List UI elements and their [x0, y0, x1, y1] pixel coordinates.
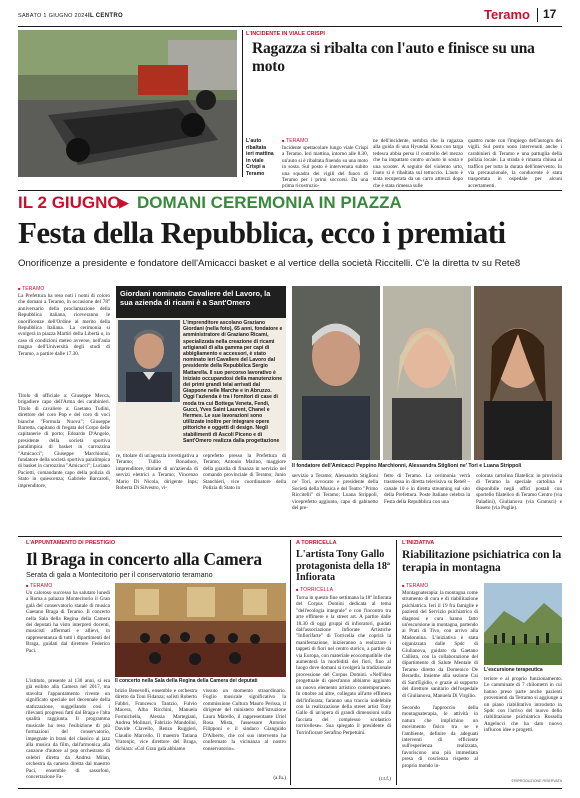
awardees-photo — [292, 286, 562, 460]
torricella-signature: (r.t.f.) — [379, 776, 391, 782]
torricella-col1: Torna in questo fine settimana la 18ª Infiorata del Corpus Domini dedicata al tema "dell'ecologia integrale" e con l'incontro tra arte effimere e la street art. A partire dalle 18.30 di oggi gruppi di infioratori, guidati dall'associazione Infiorate Artistiche "Infiorifarte" di Torricella che coprirà la manifestazione, inizieranno a realizzare i tappeti di fiori nel centro storico, a partire da via Europa, con materiale ecocompatibile che aumenterà la morbidità dei fiori, fino al luogo dove domani si svolgerà la tradizionale processione del Corpus Domini. «Nell'idea progettuale di quest'anno abbiamo aggiunto un nuovo elemento artistico contemporaneo. In ottobre ad altre, collegato all'arte effimera dell'infiorata, faranno una traccia indelebile con la realizzazione della street artist Tony Gallo di un'opera di grandi dimensioni sulla facciata del complesso scolastico torricellese». Sua spiegato il presidente di Torrinfiorare Serafino Perpetuini. — [296, 595, 391, 736]
copyright-notice: ©RIPRODUZIONE RISERVATA — [511, 779, 562, 783]
top-story-vrule — [242, 30, 243, 177]
awardees-caption: Il fondatore dell'Amicacci Peppino Marchionni, Alessandra Stiglioni ne' Tori e Luana Strippoli — [292, 463, 522, 469]
main-kicker-date: IL 2 GIUGNO — [18, 193, 121, 212]
braga-vrule — [290, 540, 291, 785]
top-story-col3: quattro ruote con l'impiego dell'autogru dei vigili. Sul posto sono intervenuti anche i carabinieri di Teramo e una pattuglia della polizia locale. La strada è rimasta chiusa al traffico per tutta la durata dell'intervento. In via precauzionale, la conducente è stata trasportata in ospedale per alcuni accertamenti. — [468, 138, 562, 189]
main-col3: ceprefetto presso la Prefettura di Teramo; Antonio Marino, maggiore della guardia di finanza in servizio nel comando provinciale di Teramo; Junio Stanchieri, vice coordinatore della Polizia di Stato in — [203, 453, 286, 492]
header-rule — [18, 26, 562, 27]
top-story-col2: ne dell'incidente, sembra che la ragazza alla guida di una Hyundai Kona con targa tedesca abbia perso il controllo del mezzo che ha impattato contro un'auto in sosta e una scooter. A seguito del violento urto, l'auto si è ribaltata sul tettuccio. L'auto è stata recuperata da un carro attrezzi dopo che è stata rimessa sulle — [373, 138, 463, 189]
iniziativa-photo — [484, 583, 562, 665]
main-kicker-band — [18, 193, 562, 213]
top-story-caption — [246, 138, 274, 178]
header-divider — [537, 8, 538, 22]
header-date: SABATO 1 GIUGNO 2024 — [18, 13, 88, 19]
main-col4: servizio a Teramo; Alessandra Stiglioni ne' Tori, avvocato e presidente della Società della Musica e del Teatro "Primo Riccitelli" di Teramo; Luana Strippoli, viceprefetto aggiunto, capo di gabinetto del pre- — [292, 473, 378, 512]
giordani-portrait — [118, 320, 180, 402]
header-page-number: 17 — [543, 7, 557, 21]
main-subhead: Onorificenze a presidente e fondatore dell'Amicacci basket e al vertice della società Riccitelli. C'è la diretta tv su Rete8 — [18, 258, 521, 269]
header-section: Teramo — [484, 7, 530, 22]
iniziativa-col1: Montagnaterapia: la montagna come strumento di cura e di riabilitazione psichiatrica. Ieri il 19 fra famiglie e pazienti del Servizio psichiatrico di diagnosi e cura hanno fatto un'escursione in montagna, partendo ai Prati di Tivo, con arrivo alla Madonnina. L'iniziativa è stata organizzata dalle Spdc di Giulianova, guidato da Gaetano Callista, con la collaborazione del dipartimento di Salute Mentale di Teramo diretto da Domenico De Berardis. Insieme alla sezione Cai di Sant'Egidio, e grazie al supporto del direttore sanitario dell'ospedale di Giulianova, Manuela Di Virgilio. — [402, 590, 478, 699]
braga-photo-caption: Il concerto nella Sala della Regina della Camera dei deputati — [115, 678, 258, 684]
main-col5: fetto di Teramo. La cerimonia verrà trasmessa in diretta televisiva su Rete8 – canale 10 e in diretta streaming sul sito della Prefettura. Poste Italiane celebra la Festa della Repubblica con una — [384, 473, 470, 505]
iniziativa-col2: teriore e al proprio funzionamento. Le camminate di 7 chilometri in cui hanno preso parte anche pazienti provenienti da Terramo si aggiunge a un piano riabilitativo introdotto in Spdc con l'arrivo del nuovo dello riabilitazione psichiatrica Rossella Angelucci che ha dato nuovo influcon idee e progetti. — [484, 676, 562, 734]
giordani-box-text: L'imprenditore ascolano Graziano Giordani (nella foto), 65 anni, fondatore e amministratore di Graziano Ricami, specializzata nella creazione di ricami artigianali di alta gamma per capi di abbigliamento e accessori, è stato nominato ieri Cavaliere del Lavoro dal presidente della Repubblica Sergio Mattarella. Il suo percorso lavorativo è iniziato occupandosi della manutenzione dei primi grandi telai arrivati dal Giappone nelle Marche e in Abruzzo. Oggi l'azienda è tra i fornitori di case di moda tra cui Bottega Veneta, Fendi, Gucci, Yves Saint Laurent, Chanel e Hermes. Le sue lavorazioni sono utilizzate inoltre per integrare opere pittoriche e oggetti di design. Negli stabilimenti di Ascoli Piceno e di Sant'Omero realizza dalla progettazione — [183, 320, 283, 443]
braga-tag: ■ TERAMO — [26, 583, 53, 589]
main-col1b: Titolo di ufficiale a: Giuseppe Mecca, brigadiere capo dell'Arma dei carabinieri. Titolo di cavaliere a: Gaetano Tudini, direttore del coro Pop e del coro di voci bianche "Formula Nuova"; Giuseppe Barretta, capitano di fregata del Corpo delle capitanerie di porto; Edoardo D'Angelo, presidente della società sportiva paralimpica di basket in carrozzina "Amicacci"; Giuseppe Marchionni, fondatore della società sportiva paralimpica di basket in carrozzina "Amicacci"; Luciano Paciotti, comandante capo della polizia di Stato in quiescenza; Gabriele Barcaroli, imprenditore, — [18, 393, 110, 489]
main-kicker-rest: DOMANI CEREMONIA IN PIAZZA — [137, 193, 402, 212]
braga-subhead: Serata di gala a Montecitorio per il conservatorio teramano — [26, 570, 213, 579]
braga-kicker: L'APPUNTAMENTO DI PRESTIGIO — [26, 540, 116, 546]
concert-hall-photo — [115, 583, 286, 677]
awardees-photos — [292, 286, 562, 460]
torricella-tag: ■ TORRICELLA — [296, 587, 333, 593]
header-paper: IL CENTRO — [88, 12, 123, 19]
overturned-car-photo — [18, 30, 237, 177]
top-story-photo — [18, 30, 237, 177]
torricella-kicker: A TORRICELLA — [296, 540, 337, 546]
photo-caption: L'auto ribaltata ieri mattina in viale Crispi a Teramo — [246, 138, 274, 177]
kicker-text: L'INCIDENTE IN VIALE CRISPI — [246, 31, 325, 37]
braga-signature: (a.fu.) — [273, 775, 286, 781]
kicker-separator-icon: ▶ — [119, 195, 129, 210]
iniziativa-headline: Riabilitazione psichiatrica con la terapia in montagna — [402, 549, 562, 574]
main-col1: La Prefettura ha reso noti i nomi di coloro che domani a Teramo, in occasione del 78° anniversario della proclamazione della Repubblica italiana, riceveranno le onorificenze dell'Ordine al merito della Repubblica Italiana. La cerimonia si svolgerà in piazza Martiri della Libertà o, in caso di condizioni meteo avverse, nell'aula magna dell'Università degli studi di Teramo, a partire dalle 17.30. — [18, 293, 110, 357]
braga-col3: vissuto un momento straordinario. Foglio musicale significativo la commissione Cultura Mauro Perissa, il dirigente del ministero dell'istruzione Laura Marello, il rappresentante Uriel Rosa Mista, l'assessore Antonio Filipponi e il sindaco Gianguido D'Alberto, che col suo intervento ha confermato la vicinanza al nostro conservatorio». — [203, 688, 286, 752]
top-story-bottom-rule — [18, 190, 562, 191]
iniziativa-kicker: L'INIZIATIVA — [402, 540, 435, 546]
torricella-headline: L'artista Tony Gallo protagonista della 18ª Infiorata — [296, 549, 390, 584]
giordani-photo — [118, 320, 180, 402]
main-bottom-rule — [18, 536, 562, 537]
braga-col2: brizio Benevelli, ensemble e orchestra diretto da Toni Fidanza; solisti Roberto Fabbri, Francesco Tantzio, Fulvio Macera, Alba Ricchini, Manuela Formichella, Alessia Martegiani, Andrea Molinari, Fabrizio Mandolini, Davide Clavello, Renzo Ruggieri, Claudio Marcello. Il maestro Tatiana Vratonjic, vice direttore del Braga, dichiara: «Col Gran galà abbiamo — [115, 688, 197, 752]
giordani-box-header — [116, 286, 286, 318]
top-story-headline: Ragazza si ribalta con l'auto e finisce su una moto — [252, 40, 535, 75]
giordani-box-title: Giordani nominato Cavaliere del Lavoro, la sua azienda di ricami è a Sant'Omero — [120, 289, 271, 307]
top-story-tag: ■ TERAMO — [282, 138, 309, 144]
braga-photo — [115, 583, 286, 677]
main-col6: colorata cartolina filatelica: in provincia di Teramo la speciale cartolina è disponibile negli uffici postali con sportello filatelico di Teramo Centro (via Paladini), Giulianova (via Gramsci) e Roseto (via Puglie). — [476, 473, 562, 512]
mountain-hike-photo — [484, 583, 562, 665]
page-header — [0, 0, 580, 26]
braga-col1b: L'istituto, presente al 130 anni, si era già esibito alla Camera nel 2017, ma stavolta l'appuntamento riveste un significato speciale nel decennale della statizzazione, suggellando così i rilevanti progressi fatti dal Braga e l'alta qualità raggiunta. Il programma musicale ha reso l'esibizione di più formazioni del conservatorio, impegnate in brani del classico al jazz alla musica da film, dall'armonica alla canzone d'autore al pop orchestrato di celebri diretta da Andrea Milan, orchestra da camera diretta dal maestro Paci, ensemble di sassofoni, concertazione Fa- — [26, 678, 110, 781]
iniziativa-tag: ■ TERAMO — [402, 583, 429, 589]
page-bottom-rule — [18, 788, 562, 789]
top-story-col1: Incidente spettacolare lungo viale Crispi a Teramo. Ieri mattina, intorno alle 8.30, un'auto si è ribaltata finendo su una moto in sosta. Sul posto è intervenuta subito una squadra dei vigili del fuoco di Teramo per i primi soccorsi. Da una prima ricostruzio- — [282, 145, 368, 190]
torricella-vrule — [396, 540, 397, 785]
main-headline: Festa della Repubblica, ecco i premiati — [18, 215, 506, 250]
top-story-kicker — [246, 31, 325, 37]
iniziativa-photo-caption: L'escursione terapeutica — [484, 667, 543, 673]
braga-col1: Un caloroso successo ha salutato lunedì a Roma a palazzo Montecitorio il Gran galà del conservatorio statale di musica Gaetano Braga di Teramo. Il concerto nella Sala della Regina della Camera dei deputati ha visto interpreti docenti, musicisti affermati e allievi, in rappresentanza di tutti i dipartimenti del Braga, guidati dal direttore Federico Paci. — [26, 590, 110, 654]
main-tag: ■ TERAMO — [18, 286, 45, 292]
braga-headline: Il Braga in concerto alla Camera — [26, 549, 262, 569]
main-col2: re, titolare di un'agenzia investigativa a Teramo; Tullio Bonaduce, imprenditore, titolare di un'azienda di servizi elettrici a Teramo; Vincenzo Mario Di Nicola, dirigente Inps; Roberta Di Silvestro, vi- — [116, 453, 198, 492]
iniziativa-col1b: Secondo l'approccio della montagnaterapia, le attività in natura che implichino un movimento fisico tra se e l'ambiente, definire da adeguati interventi di efficiente sull'esperienza realizzata, favoriscono una più immediata presa di coscienza rispetto al proprio mondo in- — [402, 705, 478, 769]
